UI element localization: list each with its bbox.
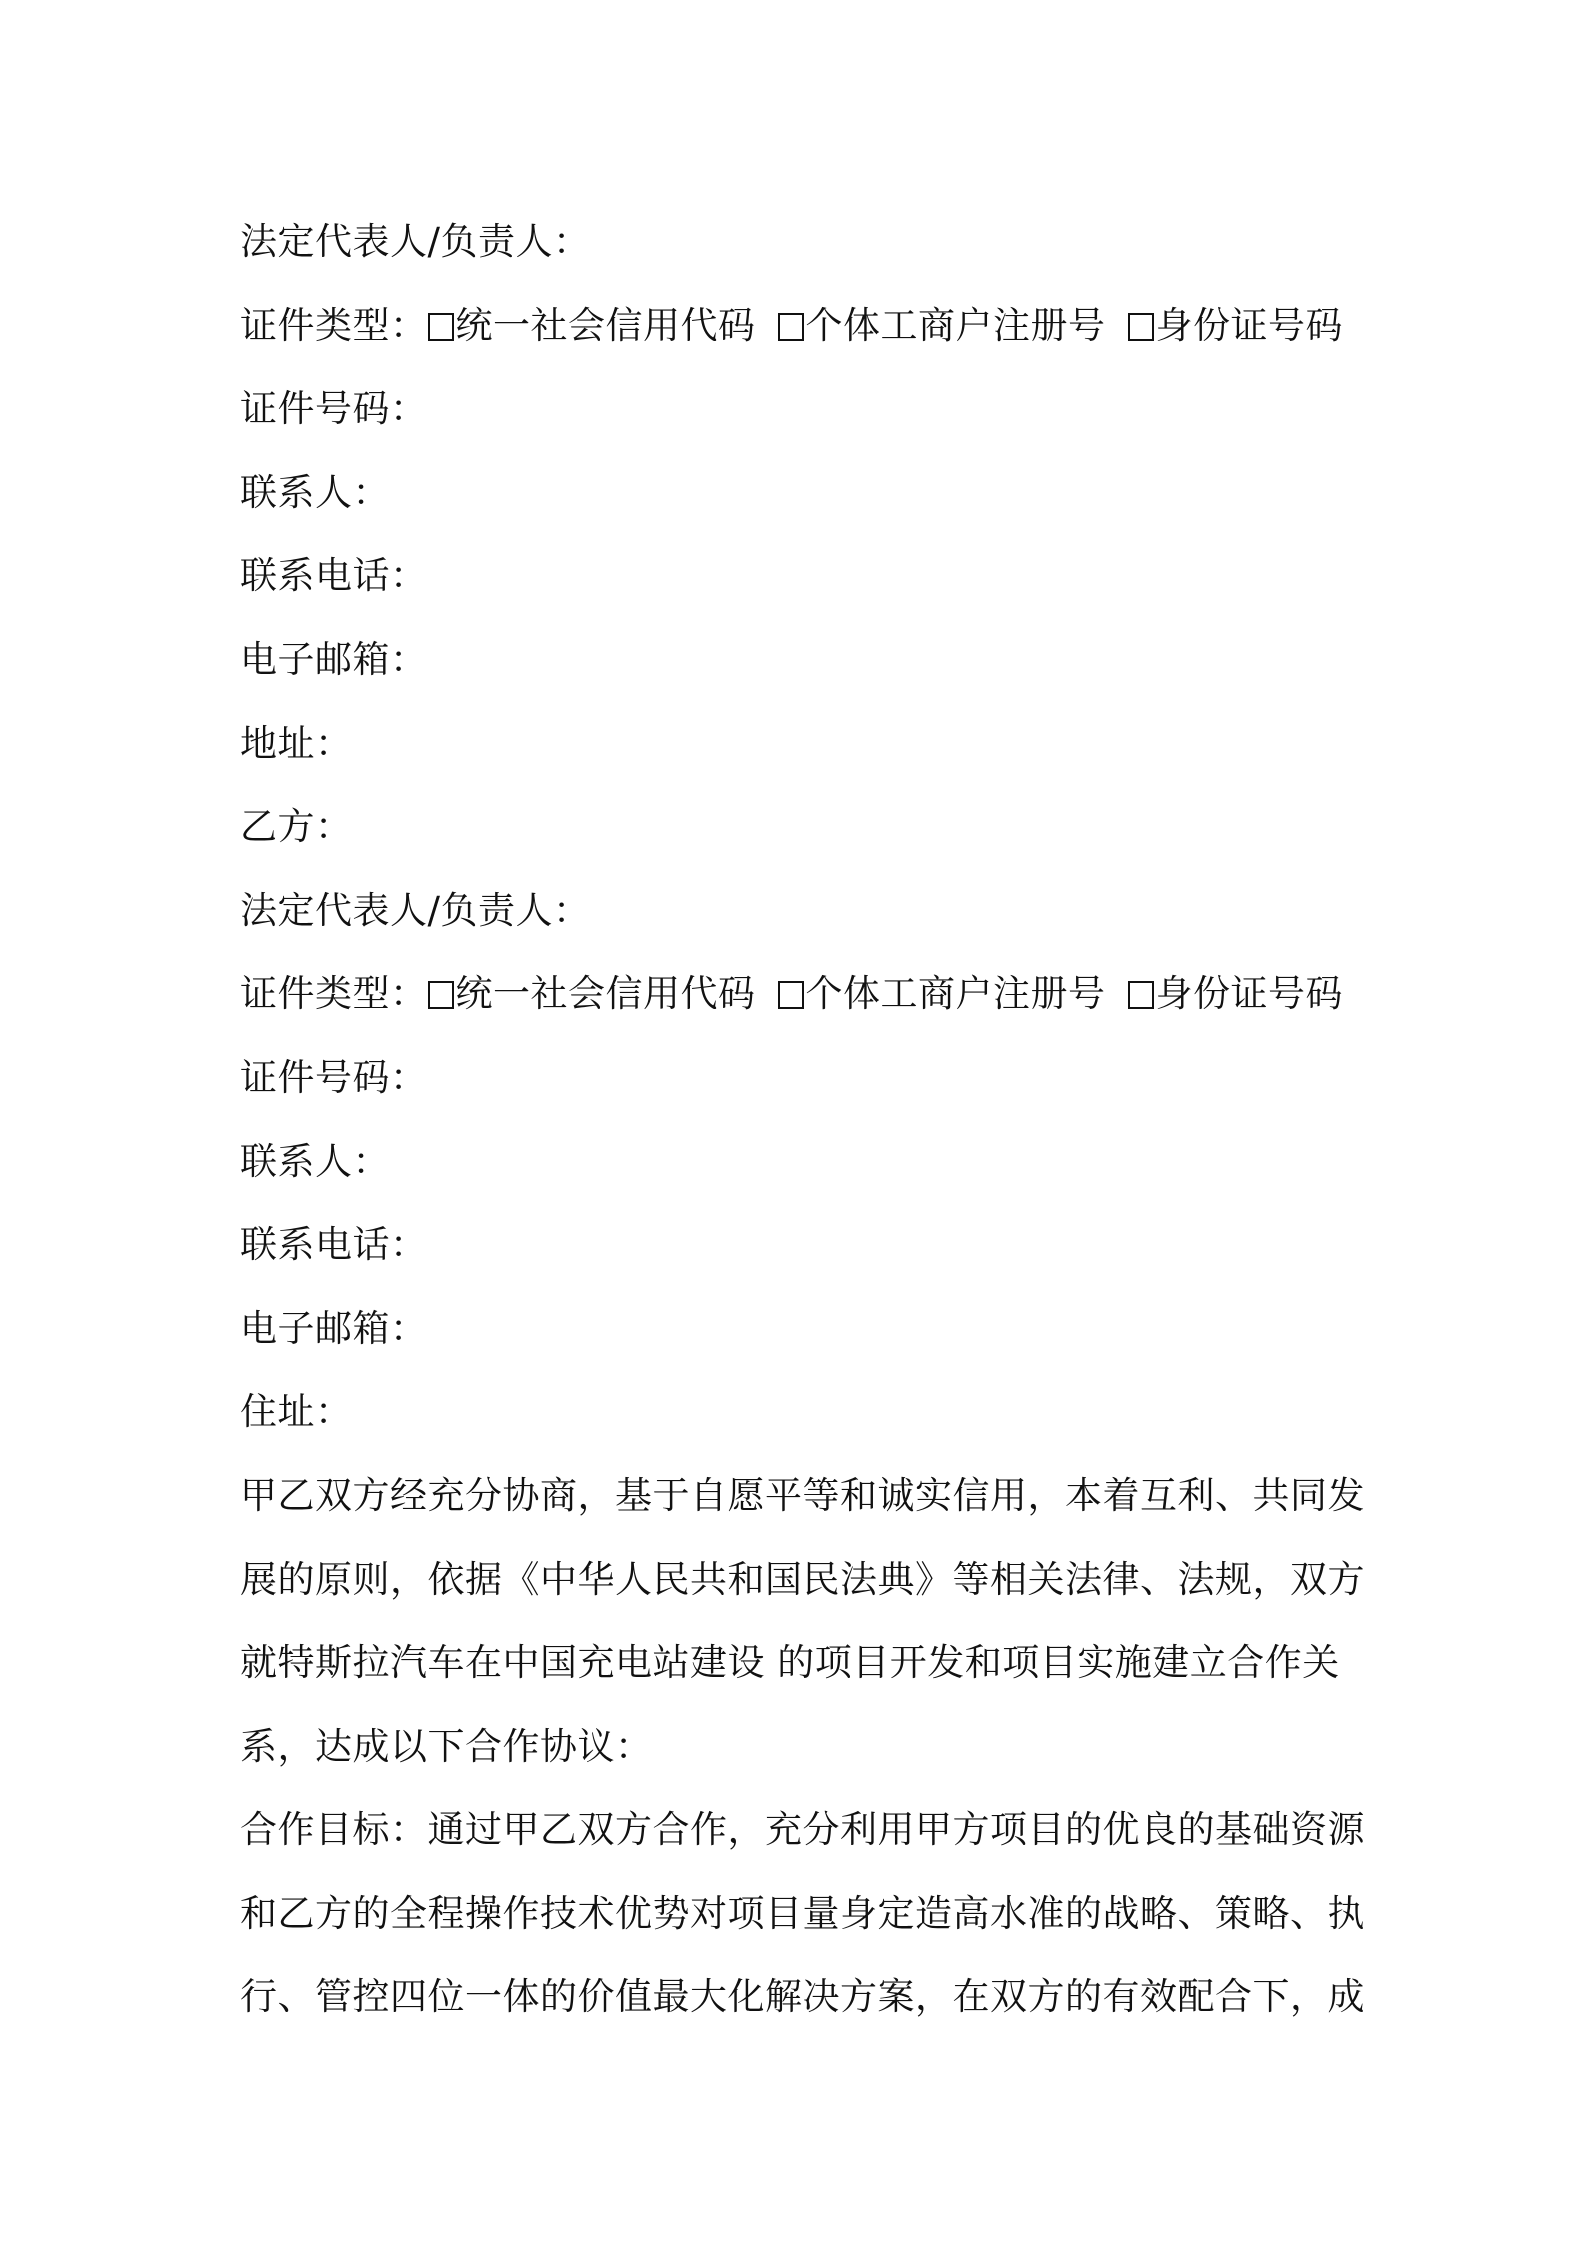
party-a-cert-option-credit-code-label: 统一社会信用代码 bbox=[455, 303, 756, 347]
party-b-cert-type bbox=[240, 952, 1360, 1036]
party-a-cert-type-label: 证件类型： bbox=[240, 303, 428, 347]
party-b-phone-label: 联系电话： bbox=[240, 1223, 428, 1267]
party-b-title-label: 乙方： bbox=[240, 805, 353, 849]
party-a-cert-number bbox=[240, 367, 1360, 451]
party-b-address-label: 住址： bbox=[240, 1390, 353, 1434]
party-a-phone bbox=[240, 534, 1360, 618]
party-a-cert-number-label: 证件号码： bbox=[240, 387, 428, 431]
checkbox-icon[interactable] bbox=[1128, 981, 1154, 1009]
party-a-phone-label: 联系电话： bbox=[240, 554, 428, 598]
party-b-cert-option-business-reg[interactable] bbox=[778, 972, 1106, 1015]
party-b-phone bbox=[240, 1203, 1360, 1287]
cooperation-goal-line: 合作目标：通过甲乙双方合作，充分利用甲方项目的优良的基础资源 bbox=[240, 1808, 1365, 1852]
party-a-cert-option-business-reg-label: 个体工商户注册号 bbox=[805, 303, 1106, 347]
party-b-cert-type-label: 证件类型： bbox=[240, 972, 428, 1016]
party-a-contact-label: 联系人： bbox=[240, 470, 390, 514]
party-a-cert-option-id-card-label: 身份证号码 bbox=[1155, 303, 1343, 347]
party-b-cert-option-id-card[interactable] bbox=[1128, 972, 1344, 1015]
party-a-email-label: 电子邮箱： bbox=[240, 637, 428, 681]
party-b-email-label: 电子邮箱： bbox=[240, 1306, 428, 1350]
party-b-cert-number bbox=[240, 1036, 1360, 1120]
party-b-contact bbox=[240, 1120, 1360, 1204]
party-a-legal-rep-label: 法定代表人/负责人： bbox=[240, 220, 591, 263]
cooperation-goal-line: 和乙方的全程操作技术优势对项目量身定造高水准的战略、策略、执 bbox=[240, 1891, 1365, 1935]
party-b-contact-label: 联系人： bbox=[240, 1139, 390, 1183]
party-a-cert-type bbox=[240, 284, 1360, 368]
preamble-line: 就特斯拉汽车在中国充电站建设 的项目开发和项目实施建立合作关 bbox=[240, 1641, 1340, 1685]
checkbox-icon[interactable] bbox=[428, 313, 454, 341]
preamble-line: 甲乙双方经充分协商，基于自愿平等和诚实信用，本着互利、共同发 bbox=[240, 1473, 1365, 1517]
checkbox-icon[interactable] bbox=[778, 981, 804, 1009]
party-a-contact bbox=[240, 451, 1360, 535]
party-a-legal-rep bbox=[240, 200, 1360, 284]
party-a-address-label: 地址： bbox=[240, 721, 353, 765]
party-b-title bbox=[240, 785, 1360, 869]
party-b-cert-option-credit-code[interactable] bbox=[428, 972, 756, 1015]
party-b-legal-rep bbox=[240, 869, 1360, 953]
document-body bbox=[240, 200, 1365, 2039]
checkbox-icon[interactable] bbox=[428, 981, 454, 1009]
party-b-legal-rep-label: 法定代表人/负责人： bbox=[240, 888, 591, 932]
party-a-cert-option-credit-code[interactable] bbox=[428, 304, 756, 347]
preamble-line: 展的原则，依据《中华人民共和国民法典》等相关法律、法规，双方 bbox=[240, 1557, 1365, 1601]
party-a-email bbox=[240, 618, 1360, 702]
cooperation-goal-line: 行、管控四位一体的价值最大化解决方案，在双方的有效配合下，成 bbox=[240, 1975, 1365, 2019]
party-b-address bbox=[240, 1370, 1360, 1454]
party-a-address bbox=[240, 702, 1360, 786]
party-b-email bbox=[240, 1287, 1360, 1371]
checkbox-icon[interactable] bbox=[1128, 313, 1154, 341]
party-b-cert-number-label: 证件号码： bbox=[240, 1055, 428, 1099]
party-b-cert-option-business-reg-label: 个体工商户注册号 bbox=[805, 972, 1106, 1016]
party-b-cert-option-id-card-label: 身份证号码 bbox=[1155, 972, 1343, 1016]
party-b-cert-option-credit-code-label: 统一社会信用代码 bbox=[455, 972, 756, 1016]
party-a-cert-option-id-card[interactable] bbox=[1128, 304, 1344, 347]
preamble-line: 系，达成以下合作协议： bbox=[240, 1724, 653, 1768]
checkbox-icon[interactable] bbox=[778, 313, 804, 341]
cooperation-goal-paragraph bbox=[240, 1788, 1365, 2039]
party-a-cert-option-business-reg[interactable] bbox=[778, 304, 1106, 347]
preamble-paragraph bbox=[240, 1454, 1365, 1788]
